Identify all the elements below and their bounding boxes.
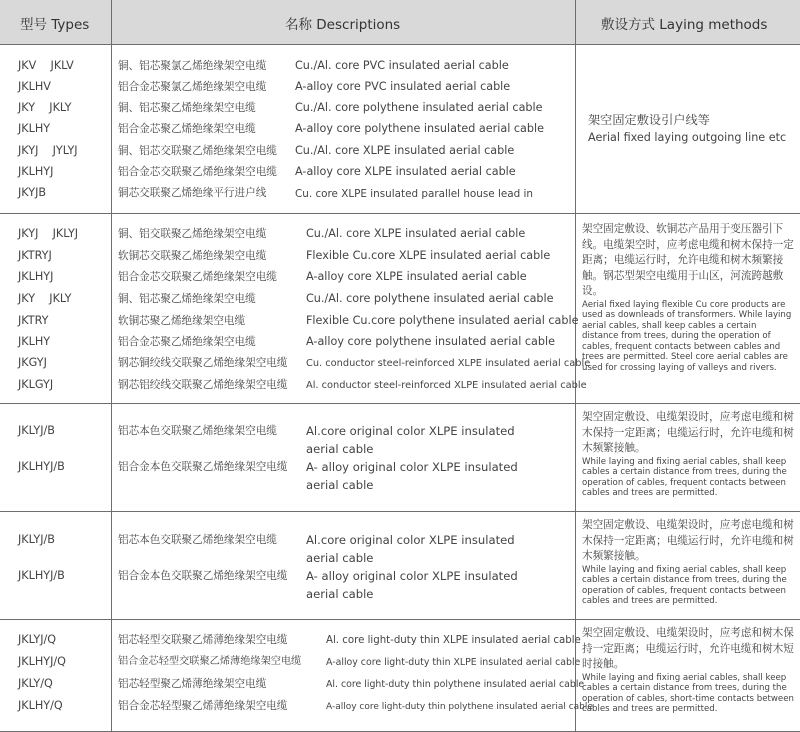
desc-zh-cell: 软铜芯交联聚乙烯绝缘架空电缆 — [118, 250, 267, 262]
desc-zh-cell: 铝合金芯交联聚乙烯绝缘架空电缆 — [118, 166, 277, 178]
desc-en-cell: Cu. core XLPE insulated parallel house lead in — [295, 188, 534, 200]
type-cell: JKV JKLV — [18, 59, 74, 72]
type-cell: JKLYJ/B — [18, 424, 55, 437]
desc-zh-cell: 铝合金芯轻型聚乙烯薄绝缘架空电缆 — [118, 700, 288, 712]
laying-cell — [582, 410, 794, 499]
desc-zh-cell: 铝合金芯聚乙烯绝缘架空电缆 — [118, 123, 256, 135]
laying-en: Aerial fixed laying flexible Cu core products are used as downleads of transformers. While laying aerial cables, shall keep cables a certain distance from trees, during the operation of cables, frequent contacts between cables and trees are permitted. Steel core aerial cables are used for crossing laying of valleys and rivers. — [582, 299, 792, 374]
type-cell: JKLHY — [18, 335, 51, 348]
type-cell: JKLHV — [18, 80, 51, 93]
header-descriptions: 名称 Descriptions — [285, 17, 401, 33]
laying-zh: 架空固定敷设引户线等 — [588, 113, 710, 127]
desc-zh-cell: 铜、铝交联聚乙烯绝缘架空电缆 — [118, 228, 267, 240]
desc-en-cell: Al. core light-duty thin polythene insulated aerial cable — [326, 679, 585, 690]
desc-zh-cell: 铝芯轻型聚乙烯薄绝缘架空电缆 — [118, 678, 267, 690]
desc-en-cell: Al.core original color XLPE insulated aerial cable — [306, 533, 515, 565]
desc-en-cell: A-alloy core XLPE insulated aerial cable — [306, 270, 527, 283]
desc-zh-cell: 铜、铝芯聚乙烯绝缘架空电缆 — [118, 102, 256, 114]
desc-en-cell: Flexible Cu.core polythene insulated aerial cable — [306, 314, 579, 327]
desc-zh-cell: 铝合金芯交联聚乙烯绝缘架空电缆 — [118, 271, 277, 283]
desc-en-cell: A-alloy core polythene insulated aerial cable — [306, 335, 555, 348]
desc-zh-cell: 铜、铝芯交联聚乙烯绝缘架空电缆 — [118, 145, 277, 157]
type-cell: JKLHYJ — [18, 270, 54, 283]
desc-zh-cell: 钢芯铝绞线交联聚乙烯绝缘架空电缆 — [118, 379, 288, 391]
desc-en-cell: Cu./Al. core polythene insulated aerial cable — [295, 101, 543, 114]
row-divider — [0, 619, 800, 620]
desc-en-cell: A-alloy core polythene insulated aerial cable — [295, 122, 544, 135]
desc-en-cell: Cu./Al. core XLPE insulated aerial cable — [295, 144, 515, 157]
type-cell: JKGYJ — [18, 356, 47, 369]
desc-en-cell: A-alloy core XLPE insulated aerial cable — [295, 165, 516, 178]
row-divider — [0, 511, 800, 512]
type-cell: JKTRYJ — [18, 249, 52, 262]
laying-zh: 架空固定敷设、软铜芯产品用于变压器引下线。电缆架空时，应考虑电缆和树木保持一定距离；电缆运行时，允许电缆和树木频繁接触。钢芯型架空电缆用于山区，河流跨越敷设。 — [582, 223, 794, 297]
desc-en-cell: Cu. conductor steel-reinforced XLPE insulated aerial cable — [306, 358, 591, 369]
laying-cell — [588, 112, 800, 145]
desc-zh-cell: 铝芯本色交联聚乙烯绝缘架空电缆 — [118, 534, 277, 546]
column-divider — [111, 0, 112, 732]
desc-zh-cell: 铝合金芯聚氯乙烯绝缘架空电缆 — [118, 81, 267, 93]
desc-en-cell: A-alloy core light-duty thin polythene insulated aerial cable — [326, 702, 593, 712]
desc-zh-cell: 铝芯轻型交联聚乙烯薄绝缘架空电缆 — [118, 634, 288, 646]
type-cell: JKLYJ/B — [18, 533, 55, 546]
desc-en-cell: Cu./Al. core XLPE insulated aerial cable — [306, 227, 526, 240]
desc-en-cell: A-alloy core light-duty thin XLPE insulated aerial cable — [326, 657, 581, 668]
header-descriptions-cell — [112, 0, 575, 44]
type-cell: JKLGYJ — [18, 378, 54, 391]
laying-cell — [582, 518, 794, 607]
desc-zh-cell: 铝合金芯轻型交联聚乙烯薄绝缘架空电缆 — [118, 656, 302, 667]
desc-zh-cell: 铜芯交联聚乙烯绝缘平行进户线 — [118, 187, 267, 199]
desc-en-cell: A- alloy original color XLPE insulated aerial cable — [306, 569, 518, 601]
desc-en-cell: A- alloy original color XLPE insulated aerial cable — [306, 460, 518, 492]
row-divider — [0, 403, 800, 404]
desc-en-cell: Al. conductor steel-reinforced XLPE insulated aerial cable — [306, 380, 587, 391]
desc-zh-cell: 铜、铝芯聚乙烯绝缘架空电缆 — [118, 293, 256, 305]
row-divider — [0, 213, 800, 214]
laying-zh: 架空固定敷设、电缆架设时，应考虑电缆和树木保持一定距离；电缆运行时，允许电缆和树木频繁接触。 — [582, 519, 794, 562]
desc-zh-cell: 铝芯本色交联聚乙烯绝缘架空电缆 — [118, 425, 277, 437]
header-types: 型号 Types — [20, 17, 90, 33]
desc-en-cell: Al. core light-duty thin XLPE insulated aerial cable — [326, 635, 581, 646]
laying-en: While laying and fixing aerial cables, shall keep cables a certain distance from trees, during the operation of cables, frequent contacts between cables and trees are permitted. — [582, 456, 787, 499]
row-divider — [0, 44, 800, 45]
desc-zh-cell: 铝合金本色交联聚乙烯绝缘架空电缆 — [118, 570, 288, 582]
type-cell: JKLHYJ — [18, 165, 54, 178]
desc-en-cell: Flexible Cu.core XLPE insulated aerial cable — [306, 249, 551, 262]
type-cell: JKYJ JYLYJ — [18, 144, 78, 157]
type-cell: JKTRY — [18, 314, 49, 327]
header-types-cell — [0, 0, 111, 44]
type-cell: JKLHYJ/Q — [18, 655, 66, 668]
desc-en-cell: Al.core original color XLPE insulated aerial cable — [306, 424, 515, 456]
desc-en-cell: Cu./Al. core polythene insulated aerial cable — [306, 292, 554, 305]
type-cell: JKYJ JKLYJ — [18, 227, 79, 240]
laying-zh: 架空固定敷设、电缆架设时，应考虑电缆和树木保持一定距离；电缆运行时，允许电缆和树木频繁接触。 — [582, 411, 794, 454]
desc-zh-cell: 铝合金本色交联聚乙烯绝缘架空电缆 — [118, 461, 288, 473]
type-cell: JKYJB — [18, 186, 47, 199]
laying-zh: 架空固定敷设、电缆架设时，应考虑和树木保持一定距离；电缆运行时，允许电缆和树木短时接触。 — [582, 627, 794, 670]
laying-en: While laying and fixing aerial cables, shall keep cables a certain distance from trees, during the operation of cables, short-time contacts between cables and trees are permitted. — [582, 672, 794, 715]
type-cell: JKLHY — [18, 122, 51, 135]
type-cell: JKLHYJ/B — [18, 460, 65, 473]
header-laying: 敷设方式 Laying methods — [601, 17, 768, 33]
desc-zh-cell: 铝合金芯聚乙烯绝缘架空电缆 — [118, 336, 256, 348]
desc-en-cell: Cu./Al. core PVC insulated aerial cable — [295, 59, 509, 72]
type-cell: JKY JKLY — [18, 292, 72, 305]
type-cell: JKLYJ/Q — [18, 633, 57, 646]
laying-cell — [582, 222, 794, 374]
laying-en: While laying and fixing aerial cables, shall keep cables a certain distance from trees, during the operation of cables, frequent contacts between cables and trees are permitted. — [582, 564, 787, 607]
laying-en: Aerial fixed laying outgoing line etc — [588, 131, 787, 144]
laying-cell — [582, 626, 794, 715]
desc-zh-cell: 铜、铝芯聚氯乙烯绝缘架空电缆 — [118, 60, 267, 72]
desc-zh-cell: 钢芯铜绞线交联聚乙烯绝缘架空电缆 — [118, 357, 288, 369]
header-laying-cell — [576, 0, 800, 44]
type-cell: JKLHYJ/B — [18, 569, 65, 582]
desc-en-cell: A-alloy core PVC insulated aerial cable — [295, 80, 511, 93]
type-cell: JKY JKLY — [18, 101, 72, 114]
type-cell: JKLHY/Q — [18, 699, 63, 712]
type-cell: JKLY/Q — [18, 677, 53, 690]
desc-zh-cell: 软铜芯聚乙烯绝缘架空电缆 — [118, 315, 246, 327]
